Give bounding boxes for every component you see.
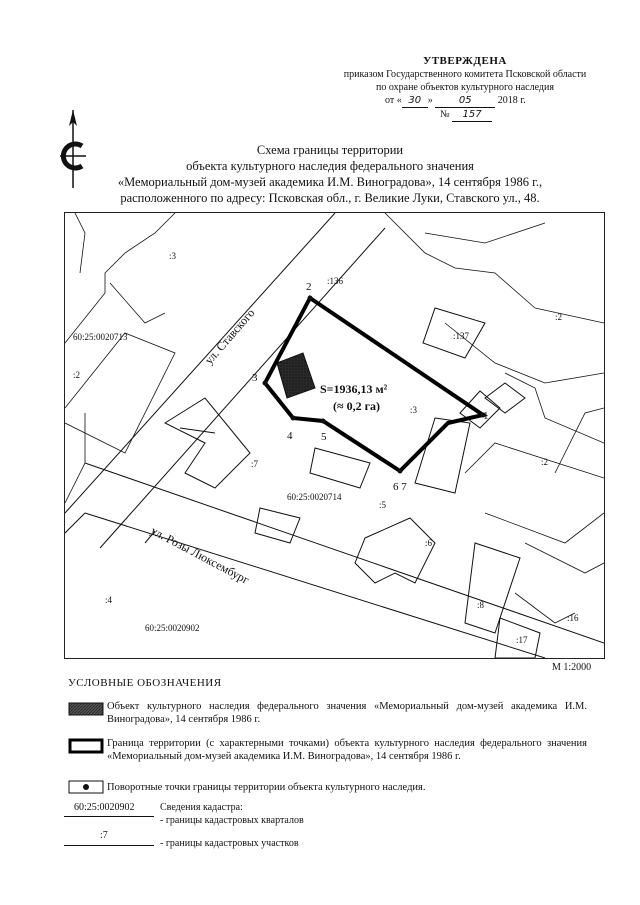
legend-cad-blocks: - границы кадастровых кварталов <box>160 815 304 826</box>
legend-item-boundary: Граница территории (с характерными точками) объекта культурного наследия федерального значения «Мемориальный дом-музей академика И.М. Виноградова», 14 сентября 1986 г. <box>107 738 587 762</box>
scheme-title <box>100 142 560 206</box>
parcel-lines <box>65 213 604 623</box>
block-0020713: 60:25:0020713 <box>73 332 128 342</box>
title-line1: Схема границы территории <box>256 143 404 157</box>
parcel-8: :8 <box>477 600 485 610</box>
title-line3: «Мемориальный дом-музей академика И.М. Виноградова», 14 сентября 1986 г., <box>117 175 543 189</box>
date-day: 30 <box>402 94 428 108</box>
parcel-6: :6 <box>425 538 433 548</box>
legend-heritage-swatch <box>68 702 104 716</box>
north-arrow-icon <box>48 108 98 190</box>
parcel-17: :17 <box>516 635 528 645</box>
approval-title: УТВЕРЖДЕНА <box>423 55 507 67</box>
legend-boundary-swatch <box>68 738 104 754</box>
cadastral-map <box>64 212 605 659</box>
legend-point-swatch <box>68 780 104 794</box>
title-line4: расположенного по адресу: Псковская обл., г. Великие Луки, Ставского ул., 48. <box>120 191 540 205</box>
number-value: 157 <box>452 108 492 122</box>
block-0020714: 60:25:0020714 <box>287 492 342 502</box>
parcel-4: :4 <box>105 595 113 605</box>
parcel-2-mid: :2 <box>541 457 549 467</box>
area-approx: (≈ 0,2 га) <box>333 399 381 413</box>
point-label-4: 4 <box>287 430 293 442</box>
parcel-3-object: :3 <box>410 405 418 415</box>
heritage-building <box>277 353 315 398</box>
map-scale: М 1:2000 <box>552 662 592 673</box>
point-label-5: 5 <box>321 431 327 443</box>
approval-number <box>330 108 600 122</box>
street-rozy-label: ул. Розы Люксембург <box>148 523 252 587</box>
approval-line2: по охране объектов культурного наследия <box>376 82 554 93</box>
approval-date <box>330 94 600 108</box>
parcel-2-right: :2 <box>555 312 563 322</box>
date-mid: » <box>427 95 433 106</box>
legend-block-line <box>64 816 154 817</box>
legend-parcel-line <box>64 845 154 846</box>
legend-item-heritage: Объект культурного наследия федерального значения «Мемориальный дом-музей академика И.М. Виноградова», 14 сентября 1986 г. <box>107 701 587 725</box>
parcel-3-top: :3 <box>169 251 177 261</box>
point-label-67: 6 7 <box>393 481 407 493</box>
legend-cad-header: Сведения кадастра: <box>160 802 243 813</box>
parcel-5: :5 <box>379 500 387 510</box>
approval-block <box>330 55 600 122</box>
legend-parcel-sample: :7 <box>100 830 108 841</box>
number-prefix: № <box>440 109 450 120</box>
point-label-3: 3 <box>252 372 258 384</box>
parcel-137: :137 <box>453 331 470 341</box>
date-month: 05 <box>435 94 495 108</box>
area-value: S=1936,13 м² <box>320 382 388 396</box>
legend-item-points: Поворотные точки границы территории объекта культурного наследия. <box>107 782 426 793</box>
parcel-136: :136 <box>327 276 344 286</box>
legend-cad-parcels: - границы кадастровых участков <box>160 838 299 849</box>
approval-line1: приказом Государственного комитета Псковской области <box>343 69 587 80</box>
parcel-16: :16 <box>567 613 579 623</box>
street-stavskogo-label: ул. Ставского <box>201 305 258 367</box>
parcel-2-left: :2 <box>73 370 81 380</box>
date-prefix: от « <box>385 95 402 106</box>
legend-block-sample: 60:25:0020902 <box>74 802 135 813</box>
point-label-2: 2 <box>306 281 312 293</box>
legend-title: УСЛОВНЫЕ ОБОЗНАЧЕНИЯ <box>68 677 222 689</box>
parcel-7: :7 <box>251 459 259 469</box>
point-label-1: 1 <box>483 410 489 422</box>
block-0020902: 60:25:0020902 <box>145 623 200 633</box>
date-year: 2018 г. <box>497 95 526 106</box>
title-line2: объекта культурного наследия федерального значения <box>186 159 474 173</box>
